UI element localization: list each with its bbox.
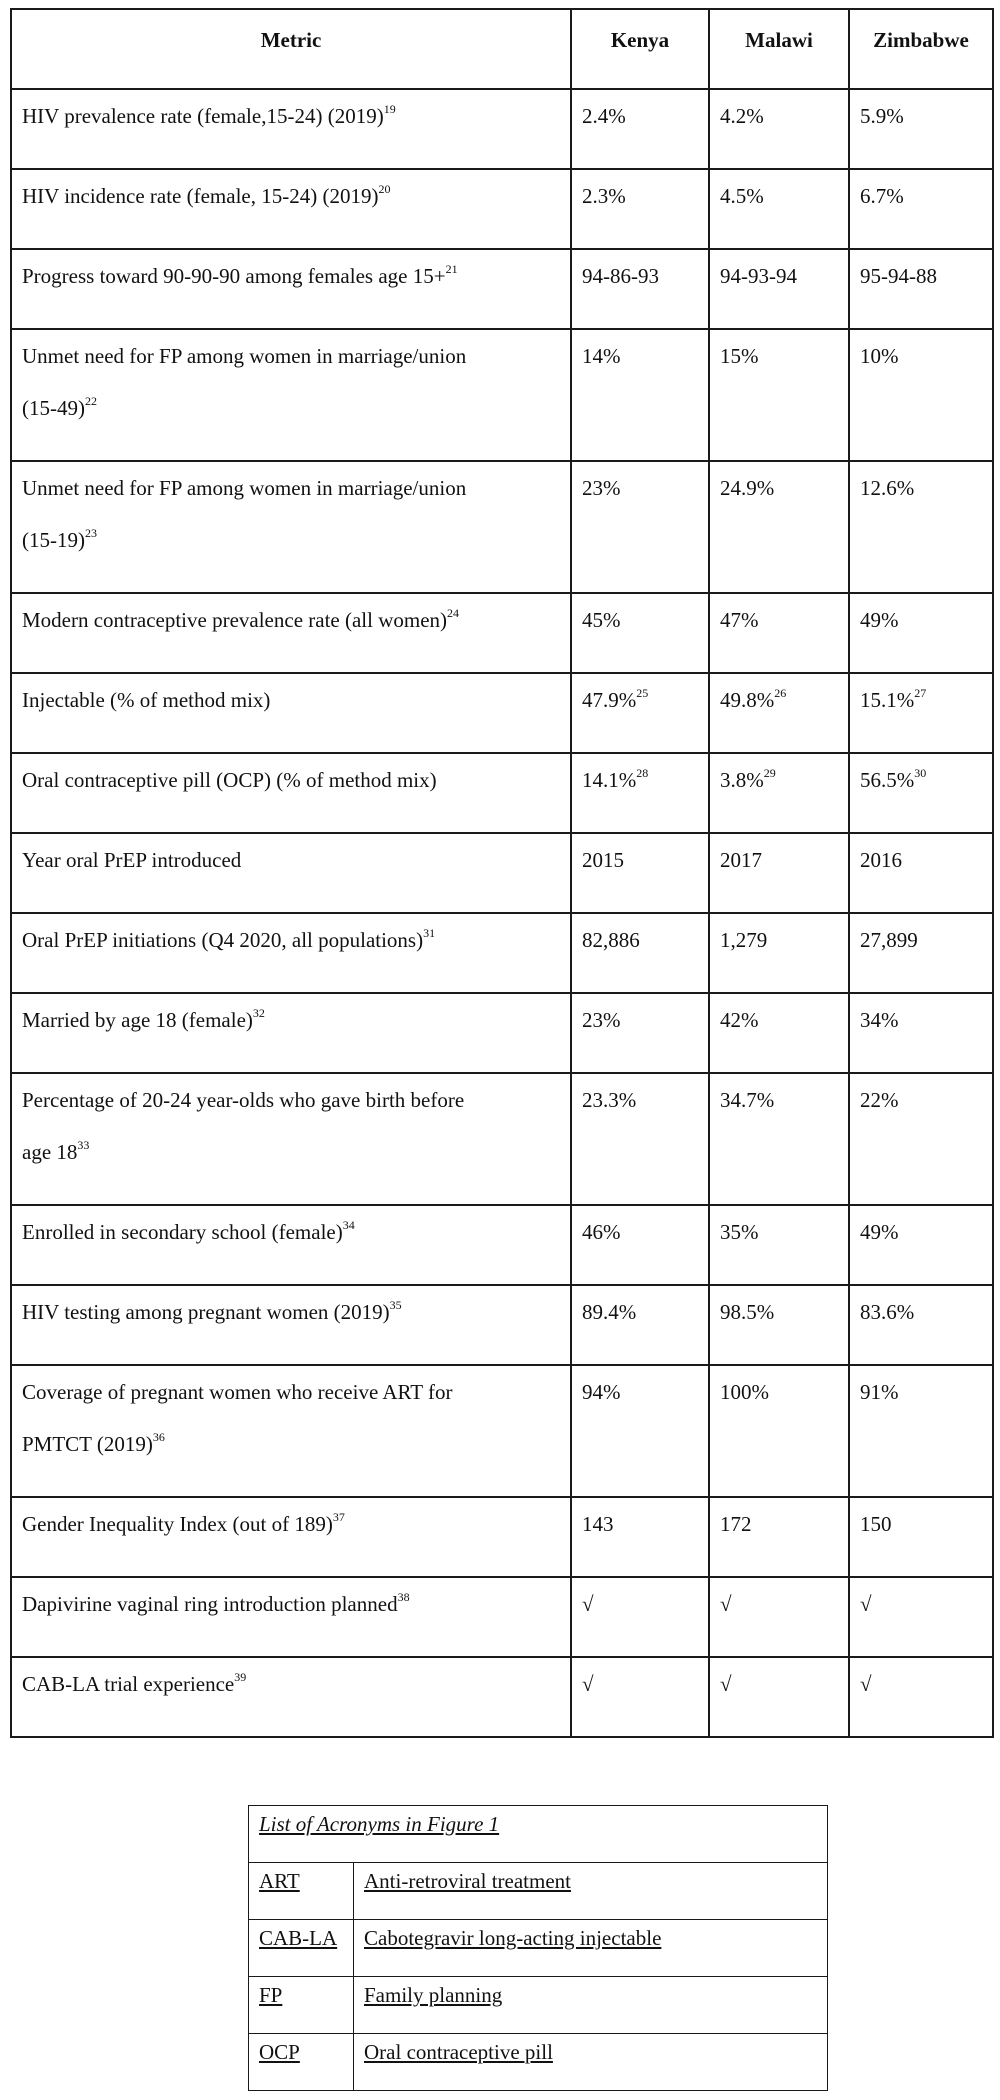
kenya-value-cell [571, 1497, 709, 1577]
kenya-value-cell [571, 1365, 709, 1497]
kenya-value-cell [571, 329, 709, 461]
malawi-value: 49.8% [720, 688, 775, 712]
metric-text-part: Modern contraceptive prevalence rate (all women) [22, 608, 448, 632]
metric-text [22, 170, 560, 222]
malawi-value-cell [709, 1205, 849, 1285]
acronym-meaning: Cabotegravir long-acting injectable [354, 1920, 828, 1977]
kenya-value: 23.3% [582, 1088, 637, 1112]
malawi-value-cell [709, 89, 849, 169]
malawi-value: 172 [720, 1512, 752, 1536]
malawi-value: 24.9% [720, 476, 775, 500]
acronym-meaning: Oral contraceptive pill [354, 2034, 828, 2091]
footnote-ref: 34 [342, 1218, 355, 1232]
acronyms-title-row [249, 1806, 828, 1863]
zimbabwe-value: 91% [860, 1380, 899, 1404]
zimbabwe-value: 95-94-88 [860, 264, 937, 288]
zimbabwe-value: 12.6% [860, 476, 915, 500]
malawi-value: 4.2% [720, 104, 764, 128]
metric-text: Oral contraceptive pill (OCP) (% of method mix) [22, 768, 437, 792]
zimbabwe-value-cell [849, 1205, 993, 1285]
kenya-value-cell [571, 673, 709, 753]
footnote-ref: 39 [234, 1670, 247, 1684]
kenya-value-cell [571, 833, 709, 913]
metric-text [22, 514, 560, 566]
acronym-row [249, 1977, 828, 2034]
kenya-value-cell [571, 1577, 709, 1657]
metric-text [22, 1658, 560, 1710]
metric-text-part: HIV prevalence rate (female,15-24) (2019) [22, 104, 384, 128]
zimbabwe-value: 49% [860, 608, 899, 632]
footnote-ref: 35 [389, 1298, 402, 1312]
kenya-value: 2.3% [582, 184, 626, 208]
metric-text [22, 250, 560, 302]
malawi-value-cell [709, 913, 849, 993]
kenya-value: 2.4% [582, 104, 626, 128]
table-row [11, 833, 993, 913]
acronym-abbr: CAB-LA [249, 1920, 354, 1977]
metric-cell [11, 1577, 571, 1657]
malawi-value-cell [709, 1073, 849, 1205]
kenya-value-cell [571, 1073, 709, 1205]
zimbabwe-value: 6.7% [860, 184, 904, 208]
zimbabwe-value: √ [860, 1672, 872, 1696]
malawi-value-cell [709, 753, 849, 833]
metric-text-part: Gender Inequality Index (out of 189) [22, 1512, 333, 1536]
zimbabwe-value-cell [849, 833, 993, 913]
malawi-value: 3.8% [720, 768, 764, 792]
malawi-value: 100% [720, 1380, 769, 1404]
metric-text [22, 914, 560, 966]
kenya-value-cell [571, 1205, 709, 1285]
zimbabwe-value: 34% [860, 1008, 899, 1032]
table-header-row [11, 9, 993, 89]
metric-text-part: Married by age 18 (female) [22, 1008, 253, 1032]
malawi-value: 15% [720, 344, 759, 368]
zimbabwe-value-cell [849, 169, 993, 249]
zimbabwe-value-cell [849, 593, 993, 673]
malawi-value: 47% [720, 608, 759, 632]
acronym-meaning: Family planning [354, 1977, 828, 2034]
footnote-ref: 28 [636, 766, 649, 780]
header-kenya: Kenya [571, 9, 709, 89]
kenya-value-cell [571, 1285, 709, 1365]
kenya-value: √ [582, 1592, 594, 1616]
zimbabwe-value-cell [849, 753, 993, 833]
metric-text: Unmet need for FP among women in marriage/union [22, 476, 467, 500]
metric-cell [11, 833, 571, 913]
table-row [11, 1365, 993, 1497]
footnote-ref: 24 [447, 606, 460, 620]
zimbabwe-value: 10% [860, 344, 899, 368]
malawi-value: 98.5% [720, 1300, 775, 1324]
zimbabwe-value: 2016 [860, 848, 902, 872]
acronyms-title: List of Acronyms in Figure 1 [249, 1806, 828, 1863]
acronym-row [249, 1863, 828, 1920]
metric-cell [11, 593, 571, 673]
malawi-value: 35% [720, 1220, 759, 1244]
metric-cell [11, 169, 571, 249]
metric-text: Unmet need for FP among women in marriage/union [22, 344, 467, 368]
zimbabwe-value-cell [849, 1657, 993, 1737]
kenya-value-cell [571, 593, 709, 673]
zimbabwe-value-cell [849, 1285, 993, 1365]
acronym-row [249, 2034, 828, 2091]
table-row [11, 1497, 993, 1577]
zimbabwe-value: 150 [860, 1512, 892, 1536]
kenya-value: 82,886 [582, 928, 640, 952]
table-row [11, 329, 993, 461]
zimbabwe-value: 56.5% [860, 768, 915, 792]
zimbabwe-value: 49% [860, 1220, 899, 1244]
zimbabwe-value: 5.9% [860, 104, 904, 128]
metric-cell [11, 1657, 571, 1737]
metric-text: Percentage of 20-24 year-olds who gave birth before [22, 1088, 465, 1112]
kenya-value: 45% [582, 608, 621, 632]
acronyms-body [249, 1806, 828, 2091]
footnote-ref: 33 [77, 1138, 90, 1152]
kenya-value-cell [571, 993, 709, 1073]
malawi-value-cell [709, 461, 849, 593]
footnote-ref: 30 [914, 766, 927, 780]
kenya-value-cell [571, 249, 709, 329]
table-row [11, 593, 993, 673]
kenya-value: 94% [582, 1380, 621, 1404]
table-row [11, 169, 993, 249]
kenya-value-cell [571, 461, 709, 593]
malawi-value-cell [709, 1285, 849, 1365]
kenya-value-cell [571, 913, 709, 993]
metric-text [22, 1206, 560, 1258]
kenya-value: 143 [582, 1512, 614, 1536]
table-body [11, 89, 993, 1737]
kenya-value: 23% [582, 476, 621, 500]
malawi-value-cell [709, 329, 849, 461]
table-row [11, 1577, 993, 1657]
footnote-ref: 29 [763, 766, 776, 780]
acronym-abbr: FP [249, 1977, 354, 2034]
metric-text: Injectable (% of method mix) [22, 688, 271, 712]
metric-text [22, 1126, 560, 1178]
kenya-value: 47.9% [582, 688, 637, 712]
table-row [11, 1657, 993, 1737]
metric-text-part: HIV testing among pregnant women (2019) [22, 1300, 390, 1324]
metric-text-part: Oral PrEP initiations (Q4 2020, all populations) [22, 928, 424, 952]
table-row [11, 89, 993, 169]
footnote-ref: 23 [84, 526, 97, 540]
metric-text-part: age 18 [22, 1140, 78, 1164]
metric-text-part: Enrolled in secondary school (female) [22, 1220, 343, 1244]
metric-cell [11, 753, 571, 833]
zimbabwe-value-cell [849, 89, 993, 169]
malawi-value-cell [709, 1497, 849, 1577]
malawi-value: √ [720, 1672, 732, 1696]
metric-cell [11, 993, 571, 1073]
metric-text [22, 1418, 560, 1470]
malawi-value-cell [709, 1577, 849, 1657]
kenya-value: 23% [582, 1008, 621, 1032]
table-row [11, 1073, 993, 1205]
zimbabwe-value-cell [849, 249, 993, 329]
malawi-value: 2017 [720, 848, 762, 872]
kenya-value: 89.4% [582, 1300, 637, 1324]
metric-text-part: Progress toward 90-90-90 among females age 15+ [22, 264, 446, 288]
table-row [11, 753, 993, 833]
zimbabwe-value: 83.6% [860, 1300, 915, 1324]
metric-text: Year oral PrEP introduced [22, 848, 242, 872]
zimbabwe-value: 22% [860, 1088, 899, 1112]
zimbabwe-value-cell [849, 1365, 993, 1497]
metric-text [22, 594, 560, 646]
footnote-ref: 25 [636, 686, 649, 700]
kenya-value: 94-86-93 [582, 264, 659, 288]
kenya-value-cell [571, 89, 709, 169]
metric-text-part: PMTCT (2019) [22, 1432, 153, 1456]
table-row [11, 1285, 993, 1365]
malawi-value: 34.7% [720, 1088, 775, 1112]
malawi-value-cell [709, 249, 849, 329]
footnote-ref: 27 [914, 686, 927, 700]
zimbabwe-value-cell [849, 673, 993, 753]
kenya-value: 14.1% [582, 768, 637, 792]
footnote-ref: 22 [84, 394, 97, 408]
table-row [11, 913, 993, 993]
acronym-abbr: OCP [249, 2034, 354, 2091]
footnote-ref: 38 [397, 1590, 410, 1604]
metric-text-part: CAB-LA trial experience [22, 1672, 235, 1696]
metric-cell [11, 89, 571, 169]
metric-cell [11, 249, 571, 329]
footnote-ref: 37 [332, 1510, 345, 1524]
kenya-value: 46% [582, 1220, 621, 1244]
malawi-value-cell [709, 833, 849, 913]
metric-text-part: Dapivirine vaginal ring introduction planned [22, 1592, 398, 1616]
table-row [11, 1205, 993, 1285]
header-malawi: Malawi [709, 9, 849, 89]
country-metrics-table [10, 8, 994, 1738]
zimbabwe-value-cell [849, 1497, 993, 1577]
kenya-value: √ [582, 1672, 594, 1696]
malawi-value: 94-93-94 [720, 264, 797, 288]
metric-text [22, 1498, 560, 1550]
kenya-value: 2015 [582, 848, 624, 872]
metric-text [22, 994, 560, 1046]
metric-cell [11, 329, 571, 461]
metric-cell [11, 913, 571, 993]
malawi-value: 42% [720, 1008, 759, 1032]
zimbabwe-value-cell [849, 1577, 993, 1657]
malawi-value-cell [709, 673, 849, 753]
malawi-value-cell [709, 593, 849, 673]
metric-cell [11, 461, 571, 593]
acronyms-table [248, 1805, 828, 2091]
footnote-ref: 21 [445, 262, 458, 276]
footnote-ref: 19 [383, 102, 396, 116]
zimbabwe-value-cell [849, 461, 993, 593]
metric-text-part: HIV incidence rate (female, 15-24) (2019) [22, 184, 379, 208]
footnote-ref: 36 [152, 1430, 165, 1444]
acronym-row [249, 1920, 828, 1977]
zimbabwe-value: 15.1% [860, 688, 915, 712]
table-row [11, 993, 993, 1073]
metric-text [22, 1286, 560, 1338]
metric-text-part: (15-19) [22, 528, 85, 552]
metric-text-part: (15-49) [22, 396, 85, 420]
acronym-abbr: ART [249, 1863, 354, 1920]
metric-text [22, 382, 560, 434]
malawi-value-cell [709, 169, 849, 249]
kenya-value-cell [571, 1657, 709, 1737]
malawi-value: 1,279 [720, 928, 768, 952]
footnote-ref: 20 [378, 182, 391, 196]
malawi-value: 4.5% [720, 184, 764, 208]
zimbabwe-value-cell [849, 329, 993, 461]
zimbabwe-value: 27,899 [860, 928, 918, 952]
malawi-value-cell [709, 993, 849, 1073]
kenya-value: 14% [582, 344, 621, 368]
metric-cell [11, 1285, 571, 1365]
footnote-ref: 26 [774, 686, 787, 700]
header-metric: Metric [11, 9, 571, 89]
table-row [11, 673, 993, 753]
zimbabwe-value-cell [849, 913, 993, 993]
footnote-ref: 31 [423, 926, 436, 940]
kenya-value-cell [571, 753, 709, 833]
zimbabwe-value-cell [849, 1073, 993, 1205]
table-row [11, 461, 993, 593]
metric-text [22, 90, 560, 142]
footnote-ref: 32 [252, 1006, 265, 1020]
malawi-value-cell [709, 1657, 849, 1737]
metric-cell [11, 1497, 571, 1577]
metric-cell [11, 1073, 571, 1205]
kenya-value-cell [571, 169, 709, 249]
metric-text: Coverage of pregnant women who receive ART for [22, 1380, 453, 1404]
acronym-meaning: Anti-retroviral treatment [354, 1863, 828, 1920]
malawi-value-cell [709, 1365, 849, 1497]
zimbabwe-value-cell [849, 993, 993, 1073]
malawi-value: √ [720, 1592, 732, 1616]
metric-cell [11, 673, 571, 753]
metric-cell [11, 1205, 571, 1285]
zimbabwe-value: √ [860, 1592, 872, 1616]
header-zimbabwe: Zimbabwe [849, 9, 993, 89]
table-row [11, 249, 993, 329]
metric-cell [11, 1365, 571, 1497]
metric-text [22, 1578, 560, 1630]
